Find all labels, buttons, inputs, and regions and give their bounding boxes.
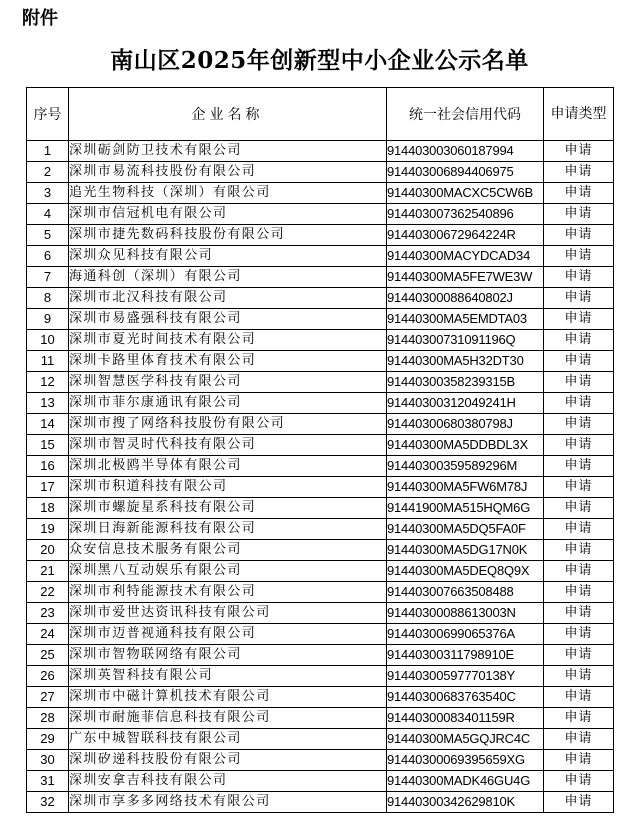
row-credit-code: 91440300MA5DG17N0K <box>387 540 544 561</box>
table-row <box>27 183 614 204</box>
row-serial-number: 1 <box>27 141 69 162</box>
table-row <box>27 414 614 435</box>
row-company-name: 深圳市螺旋星系科技有限公司 <box>69 498 387 519</box>
row-application-type: 申请 <box>544 624 614 645</box>
table-row <box>27 771 614 792</box>
row-serial-number: 17 <box>27 477 69 498</box>
row-company-name: 深圳市易盛强科技有限公司 <box>69 309 387 330</box>
row-application-type: 申请 <box>544 309 614 330</box>
row-company-name: 深圳市捷先数码科技股份有限公司 <box>69 225 387 246</box>
row-serial-number: 26 <box>27 666 69 687</box>
row-credit-code: 91440300MA5DDBDL3X <box>387 435 544 456</box>
row-company-name: 深圳市智灵时代科技有限公司 <box>69 435 387 456</box>
table-row <box>27 288 614 309</box>
row-company-name: 深圳市中磁计算机技术有限公司 <box>69 687 387 708</box>
row-application-type: 申请 <box>544 645 614 666</box>
attachment-label: 附件 <box>22 8 58 29</box>
row-application-type: 申请 <box>544 435 614 456</box>
row-credit-code: 91440300MA5DEQ8Q9X <box>387 561 544 582</box>
row-application-type: 申请 <box>544 246 614 267</box>
row-serial-number: 31 <box>27 771 69 792</box>
row-serial-number: 20 <box>27 540 69 561</box>
table-row <box>27 435 614 456</box>
row-serial-number: 10 <box>27 330 69 351</box>
header-serial-number: 序号 <box>27 88 69 141</box>
row-serial-number: 15 <box>27 435 69 456</box>
row-application-type: 申请 <box>544 288 614 309</box>
row-serial-number: 28 <box>27 708 69 729</box>
row-company-name: 深圳市智物联网络有限公司 <box>69 645 387 666</box>
row-company-name: 深圳智慧医学科技有限公司 <box>69 372 387 393</box>
row-credit-code: 91440300MACXC5CW6B <box>387 183 544 204</box>
row-application-type: 申请 <box>544 456 614 477</box>
header-application-type: 申请类型 <box>544 88 614 141</box>
row-credit-code: 91440300MA5GQJRC4C <box>387 729 544 750</box>
row-serial-number: 18 <box>27 498 69 519</box>
row-serial-number: 22 <box>27 582 69 603</box>
row-credit-code: 91440300088613003N <box>387 603 544 624</box>
row-credit-code: 91440300699065376A <box>387 624 544 645</box>
row-company-name: 深圳市耐施菲信息科技有限公司 <box>69 708 387 729</box>
table-row <box>27 582 614 603</box>
table-row <box>27 540 614 561</box>
row-credit-code: 91440300MA5EMDTA03 <box>387 309 544 330</box>
table-row <box>27 603 614 624</box>
row-serial-number: 11 <box>27 351 69 372</box>
table-row <box>27 645 614 666</box>
row-application-type: 申请 <box>544 372 614 393</box>
row-credit-code: 91440300680380798J <box>387 414 544 435</box>
company-table <box>26 87 614 813</box>
row-company-name: 深圳日海新能源科技有限公司 <box>69 519 387 540</box>
row-credit-code: 91440300MA5DQ5FA0F <box>387 519 544 540</box>
row-credit-code: 91440300683763540C <box>387 687 544 708</box>
table-row <box>27 330 614 351</box>
row-company-name: 深圳黑八互动娱乐有限公司 <box>69 561 387 582</box>
row-application-type: 申请 <box>544 141 614 162</box>
table-row <box>27 246 614 267</box>
row-company-name: 深圳市北汉科技有限公司 <box>69 288 387 309</box>
row-application-type: 申请 <box>544 687 614 708</box>
table-row <box>27 162 614 183</box>
row-application-type: 申请 <box>544 708 614 729</box>
row-serial-number: 2 <box>27 162 69 183</box>
row-application-type: 申请 <box>544 603 614 624</box>
row-application-type: 申请 <box>544 330 614 351</box>
table-row <box>27 708 614 729</box>
table-row <box>27 729 614 750</box>
row-application-type: 申请 <box>544 540 614 561</box>
row-application-type: 申请 <box>544 204 614 225</box>
row-serial-number: 4 <box>27 204 69 225</box>
row-company-name: 深圳市菲尔康通讯有限公司 <box>69 393 387 414</box>
row-credit-code: 91440300597770138Y <box>387 666 544 687</box>
table-row <box>27 750 614 771</box>
row-company-name: 深圳市易流科技股份有限公司 <box>69 162 387 183</box>
table-row <box>27 561 614 582</box>
row-credit-code: 91440300731091196Q <box>387 330 544 351</box>
row-application-type: 申请 <box>544 582 614 603</box>
row-company-name: 深圳市利特能源技术有限公司 <box>69 582 387 603</box>
row-application-type: 申请 <box>544 561 614 582</box>
table-row <box>27 204 614 225</box>
row-credit-code: 91440300359589296M <box>387 456 544 477</box>
row-serial-number: 25 <box>27 645 69 666</box>
row-serial-number: 6 <box>27 246 69 267</box>
row-application-type: 申请 <box>544 498 614 519</box>
row-credit-code: 91441900MA515HQM6G <box>387 498 544 519</box>
row-application-type: 申请 <box>544 351 614 372</box>
table-row <box>27 225 614 246</box>
table-header-row <box>27 88 614 141</box>
row-application-type: 申请 <box>544 771 614 792</box>
row-company-name: 深圳市迈普视通科技有限公司 <box>69 624 387 645</box>
row-serial-number: 16 <box>27 456 69 477</box>
table-row <box>27 687 614 708</box>
row-company-name: 深圳安拿吉科技有限公司 <box>69 771 387 792</box>
row-serial-number: 24 <box>27 624 69 645</box>
row-credit-code: 91440300083401159R <box>387 708 544 729</box>
header-credit-code: 统一社会信用代码 <box>387 88 544 141</box>
table-row <box>27 477 614 498</box>
row-company-name: 广东中城智联科技有限公司 <box>69 729 387 750</box>
row-credit-code: 914403006894406975 <box>387 162 544 183</box>
row-company-name: 深圳市享多多网络技术有限公司 <box>69 792 387 813</box>
row-application-type: 申请 <box>544 393 614 414</box>
row-credit-code: 91440300069395659XG <box>387 750 544 771</box>
row-credit-code: 91440300358239315B <box>387 372 544 393</box>
table-row <box>27 267 614 288</box>
row-application-type: 申请 <box>544 666 614 687</box>
page-title: 南山区2025年创新型中小企业公示名单 <box>110 47 529 74</box>
row-serial-number: 5 <box>27 225 69 246</box>
row-application-type: 申请 <box>544 519 614 540</box>
row-credit-code: 91440300311798910E <box>387 645 544 666</box>
row-application-type: 申请 <box>544 729 614 750</box>
row-application-type: 申请 <box>544 414 614 435</box>
row-application-type: 申请 <box>544 477 614 498</box>
row-company-name: 深圳市爱世达资讯科技有限公司 <box>69 603 387 624</box>
row-serial-number: 30 <box>27 750 69 771</box>
row-company-name: 深圳矽递科技股份有限公司 <box>69 750 387 771</box>
row-credit-code: 914403007362540896 <box>387 204 544 225</box>
row-serial-number: 12 <box>27 372 69 393</box>
table-row <box>27 666 614 687</box>
row-application-type: 申请 <box>544 183 614 204</box>
header-company-name: 企业名称 <box>69 88 387 141</box>
table-row <box>27 351 614 372</box>
row-application-type: 申请 <box>544 162 614 183</box>
table-row <box>27 309 614 330</box>
row-company-name: 众安信息技术服务有限公司 <box>69 540 387 561</box>
row-credit-code: 91440300MA5FW6M78J <box>387 477 544 498</box>
row-credit-code: 914403003060187994 <box>387 141 544 162</box>
row-serial-number: 21 <box>27 561 69 582</box>
table-row <box>27 372 614 393</box>
row-serial-number: 9 <box>27 309 69 330</box>
row-company-name: 深圳卡路里体育技术有限公司 <box>69 351 387 372</box>
table-row <box>27 624 614 645</box>
row-application-type: 申请 <box>544 750 614 771</box>
row-company-name: 深圳英智科技有限公司 <box>69 666 387 687</box>
row-credit-code: 91440300342629810K <box>387 792 544 813</box>
row-company-name: 深圳市搜了网络科技股份有限公司 <box>69 414 387 435</box>
row-serial-number: 3 <box>27 183 69 204</box>
row-application-type: 申请 <box>544 225 614 246</box>
row-company-name: 深圳北极鸥半导体有限公司 <box>69 456 387 477</box>
row-credit-code: 91440300MADK46GU4G <box>387 771 544 792</box>
row-company-name: 深圳众见科技有限公司 <box>69 246 387 267</box>
row-serial-number: 27 <box>27 687 69 708</box>
row-serial-number: 19 <box>27 519 69 540</box>
row-credit-code: 914403007663508488 <box>387 582 544 603</box>
row-company-name: 深圳市积道科技有限公司 <box>69 477 387 498</box>
table-row <box>27 393 614 414</box>
row-serial-number: 14 <box>27 414 69 435</box>
row-company-name: 海通科创（深圳）有限公司 <box>69 267 387 288</box>
row-serial-number: 7 <box>27 267 69 288</box>
table-row <box>27 519 614 540</box>
table-row <box>27 498 614 519</box>
row-credit-code: 91440300312049241H <box>387 393 544 414</box>
row-serial-number: 29 <box>27 729 69 750</box>
table-row <box>27 456 614 477</box>
row-credit-code: 91440300MA5FE7WE3W <box>387 267 544 288</box>
row-serial-number: 13 <box>27 393 69 414</box>
row-credit-code: 91440300MACYDCAD34 <box>387 246 544 267</box>
row-application-type: 申请 <box>544 267 614 288</box>
table-row <box>27 141 614 162</box>
row-company-name: 深圳砺剑防卫技术有限公司 <box>69 141 387 162</box>
row-company-name: 深圳市夏光时间技术有限公司 <box>69 330 387 351</box>
row-serial-number: 8 <box>27 288 69 309</box>
row-credit-code: 91440300672964224R <box>387 225 544 246</box>
table-body <box>27 141 614 813</box>
row-credit-code: 91440300MA5H32DT30 <box>387 351 544 372</box>
row-application-type: 申请 <box>544 792 614 813</box>
row-serial-number: 23 <box>27 603 69 624</box>
row-company-name: 追光生物科技（深圳）有限公司 <box>69 183 387 204</box>
row-serial-number: 32 <box>27 792 69 813</box>
table-row <box>27 792 614 813</box>
row-credit-code: 91440300088640802J <box>387 288 544 309</box>
row-company-name: 深圳市信冠机电有限公司 <box>69 204 387 225</box>
